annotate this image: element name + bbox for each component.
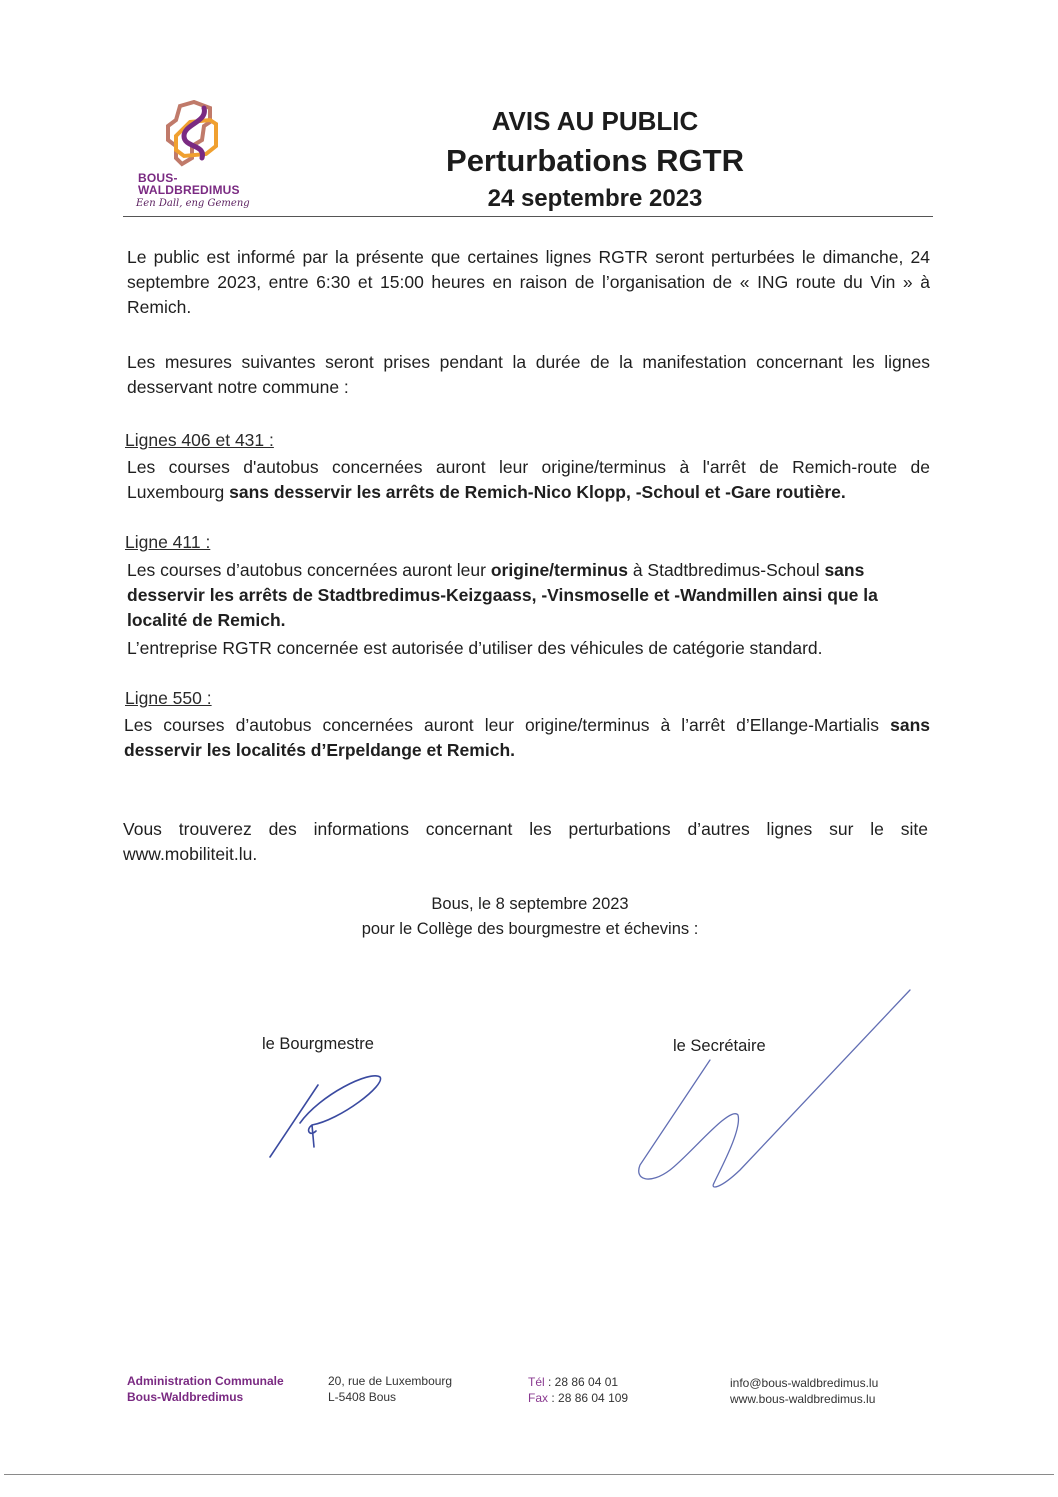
section-text-bold: sans desservir les arrêts de Remich-Nico Klopp, -Schoul et -Gare routière. xyxy=(229,482,846,502)
notice-subtitle: Perturbations RGTR xyxy=(446,143,744,178)
footer-divider xyxy=(4,1474,1054,1475)
intro-paragraph: Le public est informé par la présente que certaines lignes RGTR seront perturbées le dimanche, 24 septembre 2023, entre 6:30 et 15:00 heures en raison de l’organisation de « ING route du Vin » à Remich. xyxy=(127,247,930,317)
section-text-bold: sans desservir les localités d’Erpeldange et Remich. xyxy=(124,715,930,760)
mayor-signature xyxy=(260,1065,400,1165)
footer-address-line2: L-5408 Bous xyxy=(328,1390,397,1404)
footer-email[interactable]: info@bous-waldbredimus.lu xyxy=(730,1376,879,1390)
logo-name xyxy=(138,172,240,196)
footer-organization xyxy=(127,1373,284,1405)
section-text-411 xyxy=(127,558,930,633)
logo-emblem-icon xyxy=(162,100,224,168)
footer-phone xyxy=(528,1374,628,1406)
mayor-label: le Bourgmestre xyxy=(262,1035,374,1053)
section-text-bold: sans desservir les arrêts de Stadtbredimus-Keizgaass, -Vinsmoselle et -Wandmillen ainsi que la localité de Remich. xyxy=(127,560,878,630)
tel-value: : 28 86 04 01 xyxy=(544,1375,619,1389)
section-text-normal: Les courses d’autobus concernées auront leur xyxy=(127,560,491,580)
footer-address xyxy=(328,1373,452,1405)
notice-title: AVIS AU PUBLIC xyxy=(491,106,699,136)
section-text-normal: Les courses d’autobus concernées auront leur origine/terminus à l’arrêt d’Ellange-Martialis xyxy=(124,715,891,735)
notice-date: 24 septembre 2023 xyxy=(487,185,703,212)
logo-name-line2: WALDBREDIMUS xyxy=(138,183,240,197)
secretary-label: le Secrétaire xyxy=(673,1037,766,1055)
fax-value: : 28 86 04 109 xyxy=(548,1391,629,1405)
section-text-normal: à Stadtbredimus-Schoul xyxy=(627,560,825,580)
more-info-paragraph: Vous trouverez des informations concernant les perturbations d’autres lignes sur le site www.mobiliteit.lu. xyxy=(123,819,928,864)
fax-label: Fax xyxy=(528,1391,549,1405)
section-text-406-431 xyxy=(127,455,930,505)
tel-label: Tél xyxy=(528,1375,545,1389)
logo-name-line1: BOUS- xyxy=(138,171,178,185)
section-label-406-431: Lignes 406 et 431 : xyxy=(125,430,274,450)
footer-org-line1: Administration Communale xyxy=(127,1374,284,1388)
footer-website[interactable]: www.bous-waldbredimus.lu xyxy=(730,1392,876,1406)
section-label-411: Ligne 411 : xyxy=(125,532,211,552)
footer-org-line2: Bous-Waldbredimus xyxy=(127,1390,244,1404)
section-text-bold: origine/terminus xyxy=(490,560,628,580)
footer-address-line1: 20, rue de Luxembourg xyxy=(328,1374,453,1388)
section-label-550: Ligne 550 : xyxy=(125,688,212,708)
logo-tagline: Een Dall, eng Gemeng xyxy=(136,198,250,209)
place-date: Bous, le 8 septembre 2023 xyxy=(431,895,629,913)
measures-paragraph: Les mesures suivantes seront prises pendant la durée de la manifestation concernant les lignes desservant notre commune : xyxy=(127,352,930,397)
commune-logo xyxy=(136,100,256,215)
section-note-411: L’entreprise RGTR concernée est autorisée d’utiliser des véhicules de catégorie standard. xyxy=(127,638,823,658)
header-divider xyxy=(123,216,933,217)
footer-contact xyxy=(730,1375,878,1407)
section-text-550 xyxy=(124,713,930,763)
secretary-signature xyxy=(610,985,930,1195)
college-line: pour le Collège des bourgmestre et échevins : xyxy=(361,920,699,938)
section-text-normal: Les courses d'autobus concernées auront leur origine/terminus à l'arrêt de Remich-route de Luxembourg xyxy=(127,457,930,502)
